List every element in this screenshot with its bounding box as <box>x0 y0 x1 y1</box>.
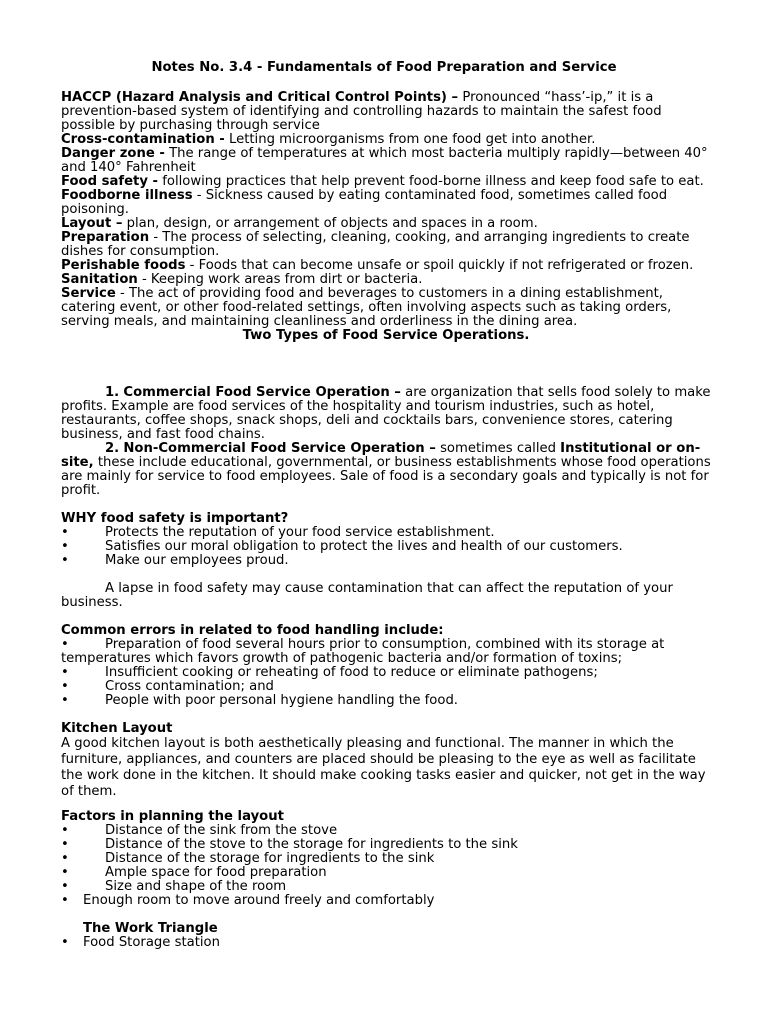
bullet: • <box>61 679 69 694</box>
definition-food-safety <box>61 175 711 189</box>
definition-danger-zone <box>61 147 711 175</box>
errors-heading: Common errors in related to food handling include: <box>61 623 444 638</box>
list-item-text: People with poor personal hygiene handling the food. <box>105 693 459 708</box>
definition-haccp <box>61 91 711 133</box>
why-heading: WHY food safety is important? <box>61 511 289 526</box>
bullet: • <box>61 893 69 908</box>
type-text: these include educational, governmental, or business establishments whose food operations are mainly for service to food employees. Sale of food is a secondary goals and typically is not for profit. <box>61 455 711 498</box>
definition-foodborne-illness <box>61 189 711 217</box>
type-term-2: Institutional or on-site, <box>61 441 701 470</box>
list-item <box>61 540 711 554</box>
bullet: • <box>61 553 69 568</box>
definition-perishable-foods <box>61 259 711 273</box>
type-text: are organization that sells food solely to make profits. Example are food services of the hospitality and tourism industries, such as hotel, restaurants, coffee shops, snack shops, deli and cocktails bars, convenience stores, catering business, and fast food chains. <box>61 385 711 442</box>
definition-preparation <box>61 231 711 259</box>
list-item-text: Food Storage station <box>83 935 220 950</box>
list-item <box>61 638 711 666</box>
bullet: • <box>61 837 69 852</box>
why-section <box>61 512 711 610</box>
list-item-text: Enough room to move around freely and comfortably <box>83 893 435 908</box>
bullet: • <box>61 851 69 866</box>
list-item <box>61 694 711 708</box>
definition-term: Sanitation <box>61 272 138 287</box>
why-paragraph <box>61 582 711 610</box>
page-title: Notes No. 3.4 - Fundamentals of Food Preparation and Service <box>151 60 617 75</box>
definition-text: Letting microorganisms from one food get into another. <box>228 132 596 147</box>
list-item-text: Ample space for food preparation <box>105 865 327 880</box>
definition-layout <box>61 217 711 231</box>
types-heading: Two Types of Food Service Operations. <box>242 328 530 343</box>
list-item-text: Size and shape of the room <box>105 879 287 894</box>
definition-service <box>61 287 711 329</box>
list-item <box>61 866 711 880</box>
definitions-list <box>61 91 711 343</box>
list-item-text: Make our employees proud. <box>105 553 289 568</box>
types-list <box>61 386 711 498</box>
definition-text: - The process of selecting, cleaning, cooking, and arranging ingredients to create dishes for consumption. <box>61 230 690 259</box>
list-item <box>61 880 711 894</box>
list-item <box>61 936 711 950</box>
type-term: Commercial Food Service Operation – <box>123 385 401 400</box>
list-item-text: Cross contamination; and <box>105 679 274 694</box>
bullet: • <box>61 665 69 680</box>
definition-term: Perishable foods <box>61 258 186 273</box>
definition-text: - Keeping work areas from dirt or bacteria. <box>141 272 423 287</box>
definition-term: Danger zone - <box>61 146 165 161</box>
kitchen-layout-body: A good kitchen layout is both aesthetically pleasing and functional. The manner in which the furniture, appliances, and counters are placed should be pleasing to the eye as well as facilitate the work done in the kitchen. It should make cooking tasks easier and quicker, not get in the way of them. <box>61 736 706 799</box>
definition-text: - The act of providing food and beverages to customers in a dining establishment, catering event, or other food-related settings, often involving aspects such as taking orders, serving meals, and maintaining cleanliness and orderliness in the dining area. <box>61 286 672 329</box>
work-triangle-heading: The Work Triangle <box>83 921 218 936</box>
bullet: • <box>61 637 69 652</box>
list-item <box>61 838 711 852</box>
work-triangle-section <box>61 922 711 950</box>
definition-text: Pronounced “hass’-ip,” it is a prevention-based system of identifying and controlling hazards to maintain the safest food possible by purchasing through service <box>61 90 662 133</box>
definition-text: - Sickness caused by eating contaminated food, sometimes called food poisoning. <box>61 188 668 217</box>
list-item <box>61 852 711 866</box>
definition-text: plan, design, or arrangement of objects and spaces in a room. <box>126 216 538 231</box>
list-item <box>61 680 711 694</box>
definition-term: Cross-contamination - <box>61 132 225 147</box>
list-item-text: Satisfies our moral obligation to protect the lives and health of our customers. <box>105 539 623 554</box>
factors-heading: Factors in planning the layout <box>61 809 284 824</box>
type-number: 1. <box>105 385 120 400</box>
list-item <box>61 666 711 680</box>
kitchen-layout-section <box>61 722 711 800</box>
list-item-text: Distance of the stove to the storage for ingredients to the sink <box>105 837 518 852</box>
bullet: • <box>61 823 69 838</box>
bullet: • <box>61 879 69 894</box>
type-commercial <box>61 386 711 442</box>
type-non-commercial <box>61 442 711 498</box>
definition-term: Preparation <box>61 230 150 245</box>
kitchen-layout-heading: Kitchen Layout <box>61 721 173 736</box>
definition-term: Service <box>61 286 116 301</box>
type-number: 2. <box>105 441 120 456</box>
definition-term: Layout – <box>61 216 123 231</box>
list-item-text: Distance of the storage for ingredients to the sink <box>105 851 435 866</box>
list-item <box>61 526 711 540</box>
bullet: • <box>61 693 69 708</box>
definition-text: following practices that help prevent food-borne illness and keep food safe to eat. <box>162 174 704 189</box>
errors-section <box>61 624 711 708</box>
definition-sanitation <box>61 273 711 287</box>
list-item <box>61 824 711 838</box>
type-term: Non-Commercial Food Service Operation – <box>123 441 436 456</box>
definition-term: Food safety - <box>61 174 159 189</box>
bullet: • <box>61 865 69 880</box>
definition-cross-contamination <box>61 133 711 147</box>
paragraph-text: A lapse in food safety may cause contamination that can affect the reputation of your business. <box>61 581 673 610</box>
list-item <box>61 554 711 568</box>
definition-text: The range of temperatures at which most bacteria multiply rapidly—between 40° and 140° Fahrenheit <box>61 146 708 175</box>
definition-text: - Foods that can become unsafe or spoil quickly if not refrigerated or frozen. <box>189 258 694 273</box>
factors-section <box>61 810 711 908</box>
bullet: • <box>61 935 69 950</box>
list-item-text: Preparation of food several hours prior to consumption, combined with its storage at temperatures which favors growth of pathogenic bacteria and/or formation of toxins; <box>61 637 665 666</box>
definition-term: Foodborne illness <box>61 188 193 203</box>
list-item-text: Distance of the sink from the stove <box>105 823 338 838</box>
type-text: sometimes called <box>440 441 556 456</box>
definition-term: HACCP (Hazard Analysis and Critical Control Points) – <box>61 90 459 105</box>
bullet: • <box>61 525 69 540</box>
list-item <box>61 894 711 908</box>
list-item-text: Insufficient cooking or reheating of food to reduce or eliminate pathogens; <box>105 665 598 680</box>
bullet: • <box>61 539 69 554</box>
list-item-text: Protects the reputation of your food service establishment. <box>105 525 495 540</box>
